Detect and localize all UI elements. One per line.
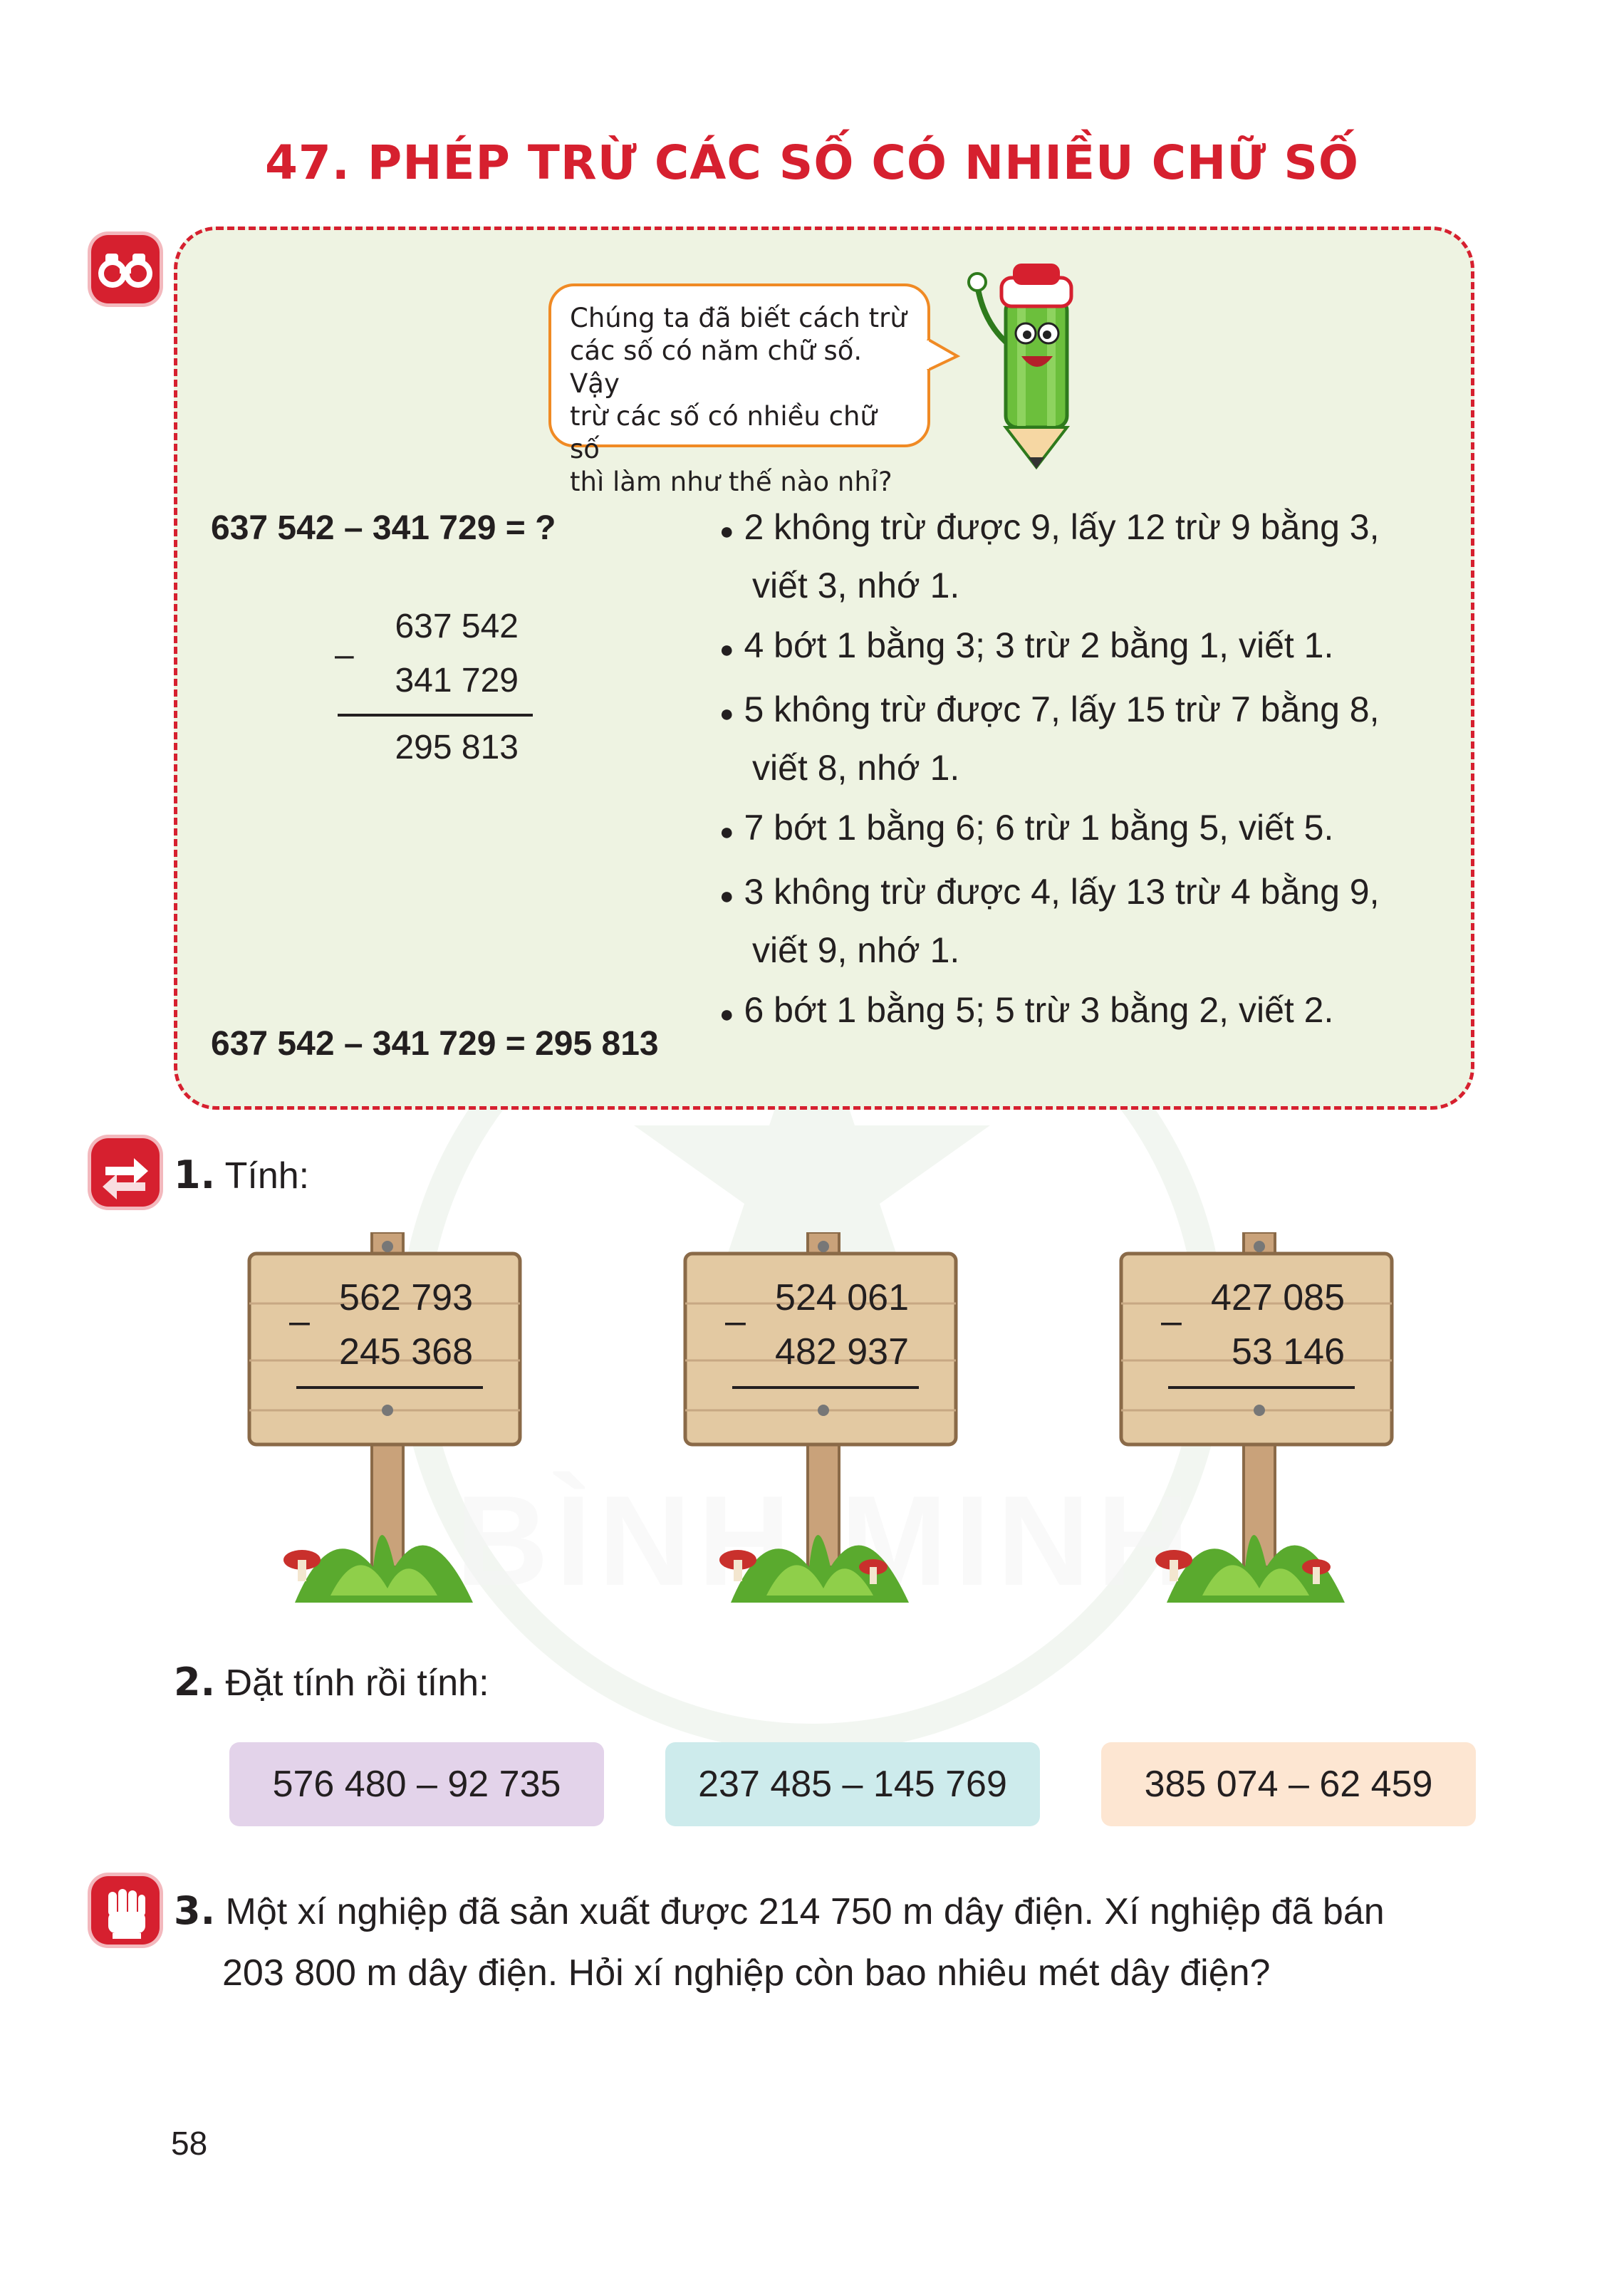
pencil-mascot-icon xyxy=(962,256,1104,470)
minus-sign: – xyxy=(725,1301,746,1342)
minus-sign: – xyxy=(289,1301,310,1342)
step-item: ● 2 không trừ được 9, lấy 12 trừ 9 bằng 3, viết 3, nhớ 1. xyxy=(719,507,1380,605)
page-title: 47. PHÉP TRỪ CÁC SỐ CÓ NHIỀU CHỮ SỐ xyxy=(264,135,1360,190)
speech-line: các số có năm chữ số. Vậy xyxy=(570,335,863,399)
bullet-icon: ● xyxy=(719,518,734,545)
speech-line: Chúng ta đã biết cách trừ xyxy=(570,303,907,333)
problem-line: 203 800 m dây điện. Hỏi xí nghiệp còn bao nhiêu mét dây điện? xyxy=(222,1952,1271,1994)
subtraction-line xyxy=(338,714,533,717)
minus-sign: – xyxy=(335,636,354,674)
step-item: ● 7 bớt 1 bằng 6; 6 trừ 1 bằng 5, viết 5. xyxy=(719,808,1334,848)
step-item: ● 5 không trừ được 7, lấy 15 trừ 7 bằng 8, viết 8, nhớ 1. xyxy=(719,689,1380,788)
exercise-3-problem xyxy=(174,1880,1484,2004)
sign-top-number: 427 085 xyxy=(1211,1277,1345,1318)
exercise-number: 1. xyxy=(174,1152,216,1197)
speech-line: thì làm như thế nào nhỉ? xyxy=(570,467,892,497)
problem-line: Một xí nghiệp đã sản xuất được 214 750 m dây điện. Xí nghiệp đã bán xyxy=(225,1891,1385,1932)
speech-line: trừ các số có nhiều chữ số xyxy=(570,401,877,464)
step-list xyxy=(719,500,1460,1041)
step-item: ● 4 bớt 1 bằng 3; 3 trừ 2 bằng 1, viết 1. xyxy=(719,625,1334,665)
expression-pill-3: 385 074 – 62 459 xyxy=(1101,1742,1476,1826)
bullet-icon: ● xyxy=(719,883,734,910)
minus-sign: – xyxy=(1161,1301,1182,1342)
sign-bottom-number: 482 937 xyxy=(775,1331,909,1373)
bullet-icon: ● xyxy=(719,636,734,663)
result: 295 813 xyxy=(395,729,519,766)
arrows-icon xyxy=(91,1138,160,1207)
sign-bottom-number: 53 146 xyxy=(1231,1331,1345,1373)
subtrahend: 341 729 xyxy=(395,662,519,699)
binoculars-icon xyxy=(91,235,160,303)
subtraction-line xyxy=(732,1386,919,1389)
example-question: 637 542 – 341 729 = ? xyxy=(211,509,556,547)
fist-icon xyxy=(91,1876,160,1945)
speech-tail xyxy=(925,335,960,378)
expression-pill-1: 576 480 – 92 735 xyxy=(229,1742,604,1826)
exercise-number: 3. xyxy=(174,1888,216,1933)
bullet-icon: ● xyxy=(719,700,734,727)
minuend: 637 542 xyxy=(395,608,519,645)
sign-top-number: 562 793 xyxy=(339,1277,473,1318)
sign-3 xyxy=(1117,1232,1402,1603)
subtraction-line xyxy=(1168,1386,1355,1389)
sign-bottom-number: 245 368 xyxy=(339,1331,473,1373)
expression-pill-2: 237 485 – 145 769 xyxy=(665,1742,1040,1826)
subtraction-line xyxy=(296,1386,483,1389)
sign-1 xyxy=(245,1232,530,1603)
page-number: 58 xyxy=(171,2125,208,2162)
example-answer: 637 542 – 341 729 = 295 813 xyxy=(211,1025,659,1063)
bullet-icon: ● xyxy=(719,1001,734,1028)
exercise-number: 2. xyxy=(174,1660,216,1704)
exercise-2-heading xyxy=(174,1660,489,1704)
sign-top-number: 524 061 xyxy=(775,1277,909,1318)
bullet-icon: ● xyxy=(719,818,734,845)
exercise-1-heading xyxy=(174,1152,309,1197)
step-item: ● 3 không trừ được 4, lấy 13 trừ 4 bằng 9, viết 9, nhớ 1. xyxy=(719,872,1380,970)
speech-bubble xyxy=(548,283,930,497)
step-item: ● 6 bớt 1 bằng 5; 5 trừ 3 bằng 2, viết 2. xyxy=(719,990,1334,1030)
sign-2 xyxy=(681,1232,966,1603)
exercise-label: Tính: xyxy=(224,1155,310,1197)
exercise-label: Đặt tính rồi tính: xyxy=(225,1662,489,1704)
